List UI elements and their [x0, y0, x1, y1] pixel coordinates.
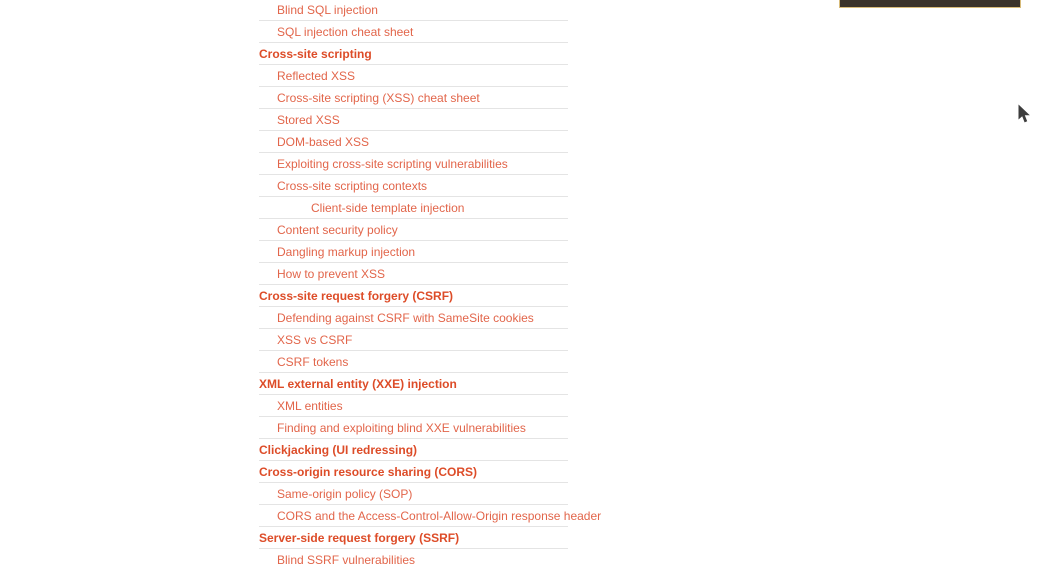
toc-item-link[interactable]: Defending against CSRF with SameSite cookies: [277, 311, 534, 325]
toc-item-row: [259, 483, 568, 505]
toc-item-link[interactable]: Cross-site scripting contexts: [277, 179, 428, 193]
toc-section-header-row: [259, 43, 568, 65]
toc-item-link[interactable]: How to prevent XSS: [277, 267, 386, 281]
toc-item-link[interactable]: SQL injection cheat sheet: [277, 25, 414, 39]
toc-item-link[interactable]: XML entities: [277, 399, 343, 413]
toc-item-row: [259, 109, 568, 131]
toc-item-row: [259, 131, 568, 153]
toc-item-link[interactable]: Reflected XSS: [277, 69, 356, 83]
toc-item-link[interactable]: Stored XSS: [277, 113, 340, 127]
toc-item-row: [259, 241, 568, 263]
toc-item-row: [259, 307, 568, 329]
toc-item-row: [259, 0, 568, 21]
toc-item-row: [259, 65, 568, 87]
toc-item-link[interactable]: Same-origin policy (SOP): [277, 487, 413, 501]
toc-item-row: [259, 197, 568, 219]
toc-section-header-row: [259, 527, 568, 549]
mouse-cursor: [1017, 104, 1031, 125]
toc-item-row: [259, 263, 568, 285]
toc-section-header-link[interactable]: Server-side request forgery (SSRF): [259, 531, 460, 545]
toc-item-link[interactable]: Content security policy: [277, 223, 398, 237]
toc-item-link[interactable]: DOM-based XSS: [277, 135, 370, 149]
toc-item-link[interactable]: Finding and exploiting blind XXE vulnerabilities: [277, 421, 526, 435]
toc-item-row: [259, 21, 568, 43]
toc-item-link[interactable]: Dangling markup injection: [277, 245, 416, 259]
toc-item-link[interactable]: Cross-site scripting (XSS) cheat sheet: [277, 91, 480, 105]
toc-section-header-link[interactable]: XML external entity (XXE) injection: [259, 377, 457, 391]
toc-item-link[interactable]: XSS vs CSRF: [277, 333, 353, 347]
toc-section-header-link[interactable]: Cross-site scripting: [259, 47, 372, 61]
toc-section-header-row: [259, 461, 568, 483]
toc-item-row: [259, 153, 568, 175]
toc-section-header-row: [259, 285, 568, 307]
toc-item-row: [259, 175, 568, 197]
toc-item-row: [259, 219, 568, 241]
toc-section-header-row: [259, 373, 568, 395]
toc-item-row: [259, 417, 568, 439]
toc-item-row: [259, 505, 602, 527]
toc-item-link[interactable]: CSRF tokens: [277, 355, 349, 369]
partial-dark-button[interactable]: [839, 0, 1021, 8]
toc-section-header-link[interactable]: Cross-origin resource sharing (CORS): [259, 465, 478, 479]
toc-section-header-link[interactable]: Clickjacking (UI redressing): [259, 443, 418, 457]
toc-item-row: [259, 87, 568, 109]
toc-item-link[interactable]: CORS and the Access-Control-Allow-Origin response header: [277, 509, 602, 523]
toc-section-header-link[interactable]: Cross-site request forgery (CSRF): [259, 289, 454, 303]
toc-item-link[interactable]: Client-side template injection: [311, 201, 465, 215]
toc-section-header-row: [259, 439, 568, 461]
toc-item-link[interactable]: Exploiting cross-site scripting vulnerabilities: [277, 157, 508, 171]
toc-list: [259, 0, 602, 567]
toc-item-row: [259, 395, 568, 417]
toc-item-link[interactable]: Blind SQL injection: [277, 3, 378, 17]
toc-item-row: [259, 329, 568, 351]
toc-item-row: [259, 549, 568, 567]
toc-item-link[interactable]: Blind SSRF vulnerabilities: [277, 553, 416, 567]
toc-item-row: [259, 351, 568, 373]
